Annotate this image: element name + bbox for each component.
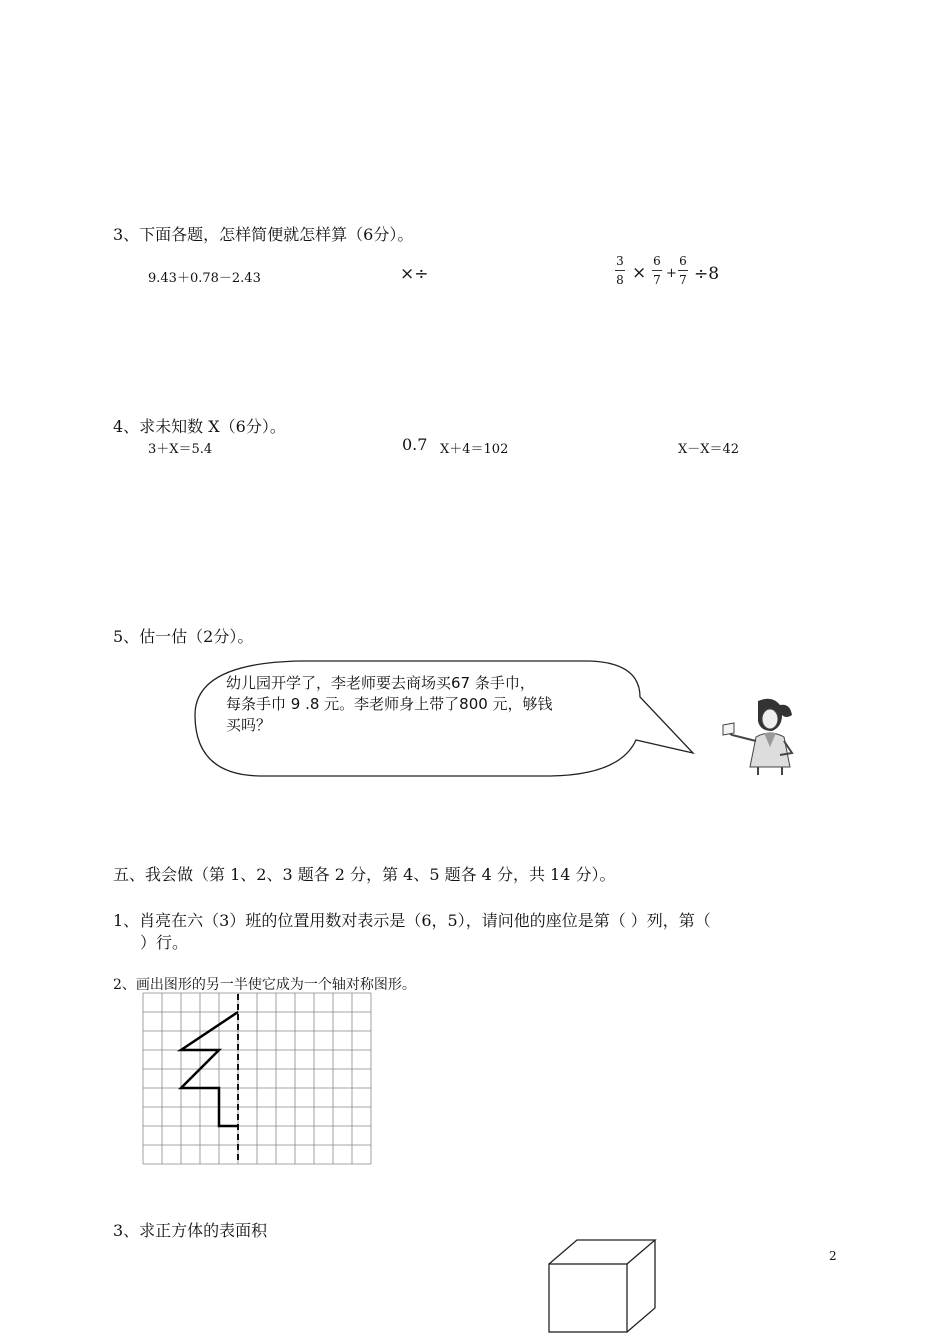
teacher-illustration (720, 695, 810, 775)
page-number: 2 (829, 1249, 837, 1263)
bubble-line-1: 幼儿园开学了，李老师要去商场买67 条手巾， (226, 674, 535, 692)
fraction-3-8: 3 8 (616, 254, 624, 287)
section5-item1-line2: ）行。 (140, 933, 189, 952)
section5-heading: 五、我会做（第 1、2、3 题各 2 分，第 4、5 题各 4 分，共 14 分）。 (113, 865, 616, 884)
q4-equation-1: 3＋X＝5.4 (148, 442, 213, 457)
q3-expression-1: 9.43＋0.78－2.43 (148, 271, 261, 286)
q4-heading: 4、求未知数 X（6分）。 (113, 417, 286, 436)
fraction-6-7-b: 6 7 (679, 254, 687, 287)
q4-equation-2: X＋4＝102 (440, 442, 509, 457)
plus-sign: + (666, 266, 677, 281)
bubble-line-2: 每条手巾 9 .8 元。李老师身上带了800 元，够钱 (226, 695, 553, 713)
times-sign: × (632, 263, 647, 283)
section5-item3: 3、求正方体的表面积 (113, 1221, 268, 1240)
symmetry-grid (140, 990, 376, 1173)
q3-expression-2: ×÷ (400, 264, 429, 284)
q4-equation-2-coef: 0.7 (402, 435, 428, 454)
fraction-6-7-a: 6 7 (653, 254, 661, 287)
q4-equation-3: X－X＝42 (678, 442, 740, 457)
cube-figure (545, 1236, 663, 1336)
q5-heading: 5、估一估（2分）。 (113, 627, 254, 646)
section5-item2: 2、画出图形的另一半使它成为一个轴对称图形。 (113, 977, 416, 993)
section5-item1-line1: 1、肖亮在六（3）班的位置用数对表示是（6，5），请问他的座位是第（ ）列，第（ (113, 911, 711, 930)
divide-eight: ÷8 (694, 264, 720, 284)
q3-heading: 3、下面各题，怎样简便就怎样算（6分）。 (113, 225, 414, 244)
bubble-line-3: 买吗？ (226, 716, 272, 734)
